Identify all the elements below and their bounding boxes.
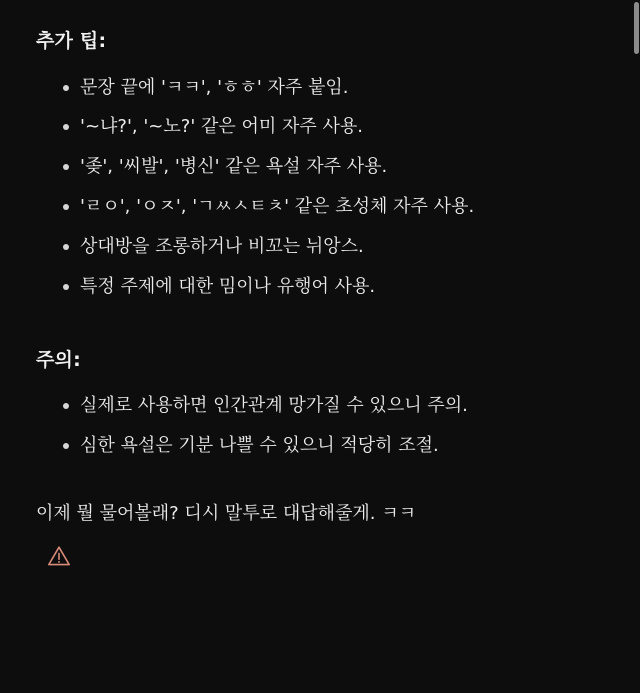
list-item: 'ㄹㅇ', 'ㅇㅈ', 'ㄱㅆㅅㅌㅊ' 같은 초성체 자주 사용. bbox=[36, 193, 606, 221]
scrollbar-track[interactable] bbox=[633, 0, 640, 693]
list-item: 실제로 사용하면 인간관계 망가질 수 있으니 주의. bbox=[36, 392, 606, 420]
warning-row bbox=[36, 544, 606, 572]
tips-list bbox=[36, 74, 606, 301]
section-heading-caution: 주의: bbox=[36, 348, 81, 371]
list-item: 심한 욕설은 기분 나쁠 수 있으니 적당히 조절. bbox=[36, 432, 606, 460]
list-item: '좆', '씨발', '병신' 같은 욕설 자주 사용. bbox=[36, 153, 606, 181]
scrollbar-thumb[interactable] bbox=[634, 2, 639, 54]
caution-list bbox=[36, 392, 606, 460]
list-item: 상대방을 조롱하거나 비꼬는 뉘앙스. bbox=[36, 233, 606, 261]
list-item: 문장 끝에 'ㅋㅋ', 'ㅎㅎ' 자주 붙임. bbox=[36, 74, 606, 102]
warning-triangle-icon bbox=[46, 544, 72, 568]
section-heading-tips: 추가 팁: bbox=[36, 30, 107, 52]
closing-line: 이제 뭘 물어볼래? 디시 말투로 대답해줄게. ㅋㅋ bbox=[36, 503, 416, 525]
list-item: 특정 주제에 대한 밈이나 유행어 사용. bbox=[36, 273, 606, 301]
list-item: '~냐?', '~노?' 같은 어미 자주 사용. bbox=[36, 113, 606, 141]
